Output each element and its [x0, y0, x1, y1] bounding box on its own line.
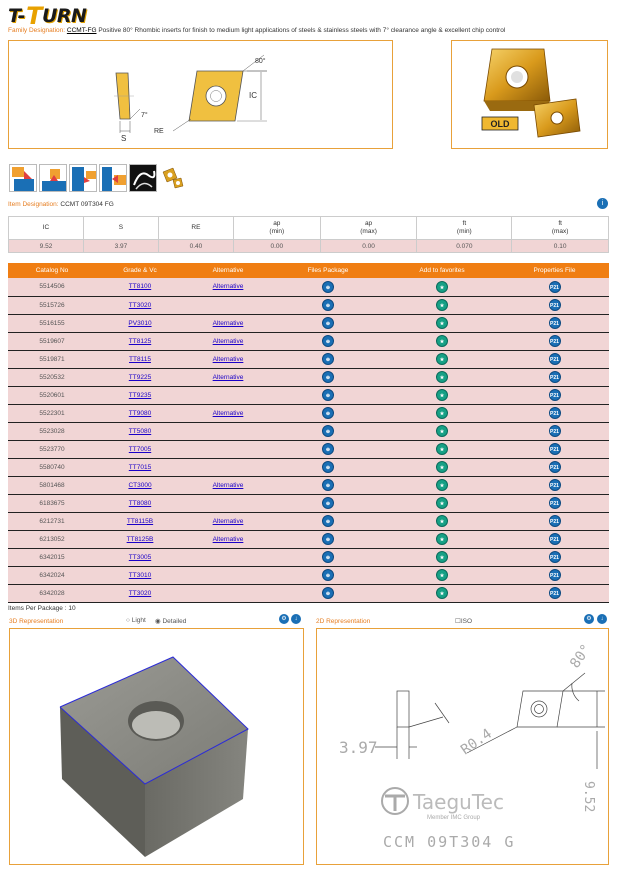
properties-cell [500, 476, 609, 494]
dim-header-re: RE [158, 217, 233, 240]
p21-file-icon[interactable]: P21 [549, 443, 561, 455]
grade-cell [96, 512, 184, 530]
dim-header-ap-min: ap (min) [233, 217, 320, 240]
rep2d-download-icon[interactable]: ↓ [597, 614, 607, 624]
grade-link[interactable]: CT3000 [128, 481, 152, 489]
dim-header-ic: IC [9, 217, 84, 240]
logo-prefix: T- [8, 5, 26, 27]
alternative-cell [184, 332, 272, 350]
p21-file-icon[interactable]: P21 [549, 587, 561, 599]
thumbnail-insert[interactable] [159, 164, 187, 192]
thumbnail-turning-3[interactable] [69, 164, 97, 192]
properties-cell [500, 422, 609, 440]
files-package-cell [272, 314, 384, 332]
favorites-cell [384, 332, 500, 350]
files-package-cell [272, 548, 384, 566]
properties-cell [500, 458, 609, 476]
files-package-icon[interactable]: ⊕ [322, 551, 334, 563]
properties-cell [500, 368, 609, 386]
favorites-cell [384, 368, 500, 386]
grade-cell [96, 494, 184, 512]
grade-cell [96, 548, 184, 566]
add-favorite-icon[interactable]: ★ [436, 551, 448, 563]
catalog-no: 6212731 [8, 512, 96, 530]
favorites-cell [384, 440, 500, 458]
catalog-no: 5522301 [8, 404, 96, 422]
grade-row [8, 566, 609, 584]
files-package-cell [272, 530, 384, 548]
properties-cell [500, 566, 609, 584]
add-favorite-icon[interactable]: ★ [436, 335, 448, 347]
dim-clearance: 7° [141, 112, 148, 119]
files-package-cell [272, 566, 384, 584]
dim-value-re: 0.40 [158, 240, 233, 253]
dim-ic: IC [249, 91, 257, 100]
grade-cell [96, 296, 184, 314]
grade-row [8, 368, 609, 386]
rep3d-download-icon[interactable]: ↓ [291, 614, 301, 624]
add-favorite-icon[interactable]: ★ [436, 353, 448, 365]
iso-checkbox[interactable]: ☐ISO [455, 618, 473, 625]
grade-row [8, 350, 609, 368]
header-properties-file: Properties File [500, 263, 609, 278]
catalog-no: 5514506 [8, 278, 96, 296]
grade-cell [96, 530, 184, 548]
insert-2d-drawing [317, 629, 610, 866]
dim-angle-2d: 80° [567, 641, 595, 672]
alternative-link[interactable]: Alternative [212, 535, 244, 543]
grade-cell [96, 458, 184, 476]
add-favorite-icon[interactable]: ★ [436, 389, 448, 401]
files-package-icon[interactable]: ⊕ [322, 515, 334, 527]
dim-header-ft-min: ft (min) [417, 217, 512, 240]
thumbnail-turning-2[interactable] [39, 164, 67, 192]
grade-link[interactable]: TT5080 [128, 427, 152, 435]
grade-link[interactable]: TT7005 [128, 445, 152, 453]
iso-label: ISO [460, 618, 473, 625]
catalog-no: 5520532 [8, 368, 96, 386]
files-package-icon[interactable]: ⊕ [322, 335, 334, 347]
grade-link[interactable]: TT3020 [128, 589, 152, 597]
favorites-cell [384, 296, 500, 314]
grades-header [8, 263, 609, 278]
alternative-cell [184, 314, 272, 332]
family-code-link[interactable]: CCMT-FG [66, 27, 97, 34]
technical-drawing-panel [8, 40, 393, 149]
item-designation [8, 201, 114, 208]
favorites-cell [384, 404, 500, 422]
grade-cell [96, 584, 184, 602]
items-per-package: Items Per Package : 10 [8, 605, 76, 612]
family-designation [8, 27, 505, 34]
grade-row [8, 332, 609, 350]
files-package-cell [272, 350, 384, 368]
grade-cell [96, 350, 184, 368]
item-label: Item Designation: [8, 201, 59, 208]
properties-cell [500, 296, 609, 314]
alternative-cell [184, 476, 272, 494]
info-icon[interactable]: i [597, 198, 608, 209]
grade-cell [96, 440, 184, 458]
catalog-no: 6183675 [8, 494, 96, 512]
p21-file-icon[interactable]: P21 [549, 371, 561, 383]
add-favorite-icon[interactable]: ★ [436, 281, 448, 293]
grade-link[interactable]: TT9225 [128, 373, 152, 381]
grade-link[interactable]: TT8115 [129, 355, 151, 363]
grade-link[interactable]: TT9235 [128, 391, 152, 399]
grade-link[interactable]: TT3010 [128, 571, 152, 579]
grade-row [8, 458, 609, 476]
catalog-no: 5520601 [8, 386, 96, 404]
alternative-cell [184, 386, 272, 404]
add-favorite-icon[interactable]: ★ [436, 515, 448, 527]
files-package-icon[interactable]: ⊕ [322, 461, 334, 473]
add-favorite-icon[interactable]: ★ [436, 299, 448, 311]
header-files-package: Files Package [272, 263, 384, 278]
add-favorite-icon[interactable]: ★ [436, 533, 448, 545]
files-package-icon[interactable]: ⊕ [322, 371, 334, 383]
alternative-link[interactable]: Alternative [212, 337, 244, 345]
p21-file-icon[interactable]: P21 [549, 569, 561, 581]
header-grade: Grade & Vc [96, 263, 184, 278]
files-package-icon[interactable]: ⊕ [322, 425, 334, 437]
family-description: Positive 80° Rhombic inserts for finish to medium light applications of steels & stainless steels with 7° clearance angle & excellent chip control [98, 27, 506, 34]
grade-row [8, 278, 609, 296]
favorites-cell [384, 566, 500, 584]
logo-suffix: URN [41, 5, 87, 27]
grade-cell [96, 386, 184, 404]
files-package-icon[interactable]: ⊕ [322, 353, 334, 365]
files-package-cell [272, 440, 384, 458]
dim-header-ap-max: ap (max) [320, 217, 417, 240]
files-package-icon[interactable]: ⊕ [322, 299, 334, 311]
files-package-icon[interactable]: ⊕ [322, 569, 334, 581]
properties-cell [500, 548, 609, 566]
properties-cell [500, 314, 609, 332]
files-package-icon[interactable]: ⊕ [322, 281, 334, 293]
alternative-cell [184, 566, 272, 584]
grade-cell [96, 332, 184, 350]
p21-file-icon[interactable]: P21 [549, 497, 561, 509]
rep2d-settings-icon[interactable]: ⚙ [584, 614, 594, 624]
favorites-cell [384, 458, 500, 476]
files-package-icon[interactable]: ⊕ [322, 533, 334, 545]
dim-header-ft-max: ft (max) [512, 217, 609, 240]
header-alternative: Alternative [184, 263, 272, 278]
p21-file-icon[interactable]: P21 [549, 389, 561, 401]
catalog-no: 5523028 [8, 422, 96, 440]
catalog-no: 5519871 [8, 350, 96, 368]
add-favorite-icon[interactable]: ★ [436, 479, 448, 491]
dim-value-ap-min: 0.00 [233, 240, 320, 253]
grade-link[interactable]: TT8080 [128, 499, 152, 507]
alternative-link[interactable]: Alternative [212, 409, 244, 417]
grade-link[interactable]: TT8125B [126, 535, 154, 543]
brand-subtitle: Member IMC Group [427, 815, 481, 821]
t-turn-logo [8, 2, 87, 30]
files-package-cell [272, 422, 384, 440]
grade-cell [96, 476, 184, 494]
favorites-cell [384, 494, 500, 512]
p21-file-icon[interactable]: P21 [549, 353, 561, 365]
favorites-cell [384, 278, 500, 296]
files-package-cell [272, 458, 384, 476]
grade-link[interactable]: TT8100 [128, 283, 152, 291]
dim-ic-2d: 9.52 [581, 781, 596, 813]
alternative-cell [184, 296, 272, 314]
files-package-icon[interactable]: ⊕ [322, 587, 334, 599]
dimensions-header [9, 217, 609, 240]
grade-row [8, 512, 609, 530]
add-favorite-icon[interactable]: ★ [436, 317, 448, 329]
files-package-cell [272, 494, 384, 512]
grade-row [8, 530, 609, 548]
files-package-icon[interactable]: ⊕ [322, 497, 334, 509]
dimensions-table [8, 216, 609, 253]
dim-radius: R0.4 [458, 725, 495, 759]
dim-re: RE [154, 128, 164, 135]
favorites-cell [384, 530, 500, 548]
grade-row [8, 386, 609, 404]
grade-row [8, 440, 609, 458]
p21-file-icon[interactable]: P21 [549, 551, 561, 563]
dim-thickness: 3.97 [339, 738, 378, 757]
grade-row [8, 476, 609, 494]
taegutec-logo [382, 788, 504, 821]
properties-cell [500, 332, 609, 350]
p21-file-icon[interactable]: P21 [549, 425, 561, 437]
technical-drawing [9, 41, 394, 150]
catalog-no: 5515726 [8, 296, 96, 314]
alternative-link[interactable]: Alternative [212, 481, 244, 489]
properties-cell [500, 440, 609, 458]
header-add-to-favorites: Add to favorites [384, 263, 500, 278]
alternative-cell [184, 494, 272, 512]
grade-link[interactable]: TT3020 [128, 301, 152, 309]
radio-light[interactable]: ○ Light [126, 617, 146, 624]
grade-row [8, 422, 609, 440]
files-package-icon[interactable]: ⊕ [322, 479, 334, 491]
p21-file-icon[interactable]: P21 [549, 407, 561, 419]
add-favorite-icon[interactable]: ★ [436, 371, 448, 383]
product-photo-panel [451, 40, 608, 149]
files-package-cell [272, 278, 384, 296]
grade-cell [96, 368, 184, 386]
files-package-icon[interactable]: ⊕ [322, 317, 334, 329]
grade-row [8, 494, 609, 512]
alternative-link[interactable]: Alternative [212, 319, 244, 327]
alternative-cell [184, 350, 272, 368]
favorites-cell [384, 422, 500, 440]
dim-value-ft-max: 0.10 [512, 240, 609, 253]
item-value: CCMT 09T304 FG [60, 201, 114, 208]
catalog-no: 5580740 [8, 458, 96, 476]
catalog-no: 6342028 [8, 584, 96, 602]
catalog-no: 5801468 [8, 476, 96, 494]
rep3d-viewer[interactable] [9, 628, 304, 865]
favorites-cell [384, 512, 500, 530]
grade-cell [96, 314, 184, 332]
radio-detailed[interactable]: ◉ Detailed [155, 618, 187, 625]
dim-value-ap-max: 0.00 [320, 240, 417, 253]
catalog-no: 6342024 [8, 566, 96, 584]
properties-cell [500, 530, 609, 548]
family-label: Family Designation: [8, 27, 66, 34]
dim-value-ic: 9.52 [9, 240, 84, 253]
p21-file-icon[interactable]: P21 [549, 281, 561, 293]
favorites-cell [384, 584, 500, 602]
favorites-cell [384, 350, 500, 368]
p21-file-icon[interactable]: P21 [549, 317, 561, 329]
thumbnail-chip-control[interactable] [129, 164, 157, 192]
alternative-cell [184, 278, 272, 296]
catalog-no: 6342015 [8, 548, 96, 566]
rep2d-label: 2D Representation [316, 618, 371, 625]
insert-3d-model [10, 629, 305, 866]
files-package-icon[interactable]: ⊕ [322, 443, 334, 455]
alternative-cell [184, 530, 272, 548]
grade-cell [96, 278, 184, 296]
dim-value-ft-min: 0.070 [417, 240, 512, 253]
grade-link[interactable]: TT8115B [126, 517, 154, 525]
properties-cell [500, 494, 609, 512]
files-package-cell [272, 512, 384, 530]
grade-row [8, 296, 609, 314]
rep3d-settings-icon[interactable]: ⚙ [279, 614, 289, 624]
grade-link[interactable]: TT8125 [128, 337, 152, 345]
files-package-cell [272, 296, 384, 314]
add-favorite-icon[interactable]: ★ [436, 497, 448, 509]
insert-photo [452, 41, 609, 150]
files-package-icon[interactable]: ⊕ [322, 407, 334, 419]
properties-cell [500, 386, 609, 404]
dim-value-s: 3.97 [83, 240, 158, 253]
add-favorite-icon[interactable]: ★ [436, 569, 448, 581]
grade-link[interactable]: PV3010 [128, 319, 152, 327]
grade-row [8, 584, 609, 602]
grade-link[interactable]: TT7015 [128, 463, 152, 471]
grade-row [8, 548, 609, 566]
catalog-no: 5516155 [8, 314, 96, 332]
old-badge: OLD [490, 119, 510, 129]
dim-s: S [121, 134, 127, 143]
catalog-no: 5523770 [8, 440, 96, 458]
add-favorite-icon[interactable]: ★ [436, 461, 448, 473]
files-package-cell [272, 404, 384, 422]
grade-cell [96, 566, 184, 584]
thumbnail-turning-1[interactable] [9, 164, 37, 192]
favorites-cell [384, 314, 500, 332]
add-favorite-icon[interactable]: ★ [436, 443, 448, 455]
files-package-cell [272, 386, 384, 404]
alternative-link[interactable]: Alternative [212, 283, 244, 291]
catalog-no: 5519607 [8, 332, 96, 350]
p21-file-icon[interactable]: P21 [549, 461, 561, 473]
designation-2d: CCM 09T304 G [383, 833, 516, 851]
add-favorite-icon[interactable]: ★ [436, 425, 448, 437]
favorites-cell [384, 548, 500, 566]
p21-file-icon[interactable]: P21 [549, 299, 561, 311]
files-package-cell [272, 584, 384, 602]
properties-cell [500, 350, 609, 368]
logo-letter: T [26, 2, 42, 30]
add-favorite-icon[interactable]: ★ [436, 407, 448, 419]
radio-light-label: Light [131, 617, 146, 624]
files-package-cell [272, 332, 384, 350]
grade-cell [96, 404, 184, 422]
favorites-cell [384, 476, 500, 494]
alternative-link[interactable]: Alternative [212, 517, 244, 525]
p21-file-icon[interactable]: P21 [549, 515, 561, 527]
grade-cell [96, 422, 184, 440]
catalog-no: 6213052 [8, 530, 96, 548]
brand-name: TaeguTec [413, 790, 504, 814]
alternative-link[interactable]: Alternative [212, 373, 244, 381]
rep3d-label: 3D Representation [9, 618, 64, 625]
p21-file-icon[interactable]: P21 [549, 479, 561, 491]
alternative-cell [184, 404, 272, 422]
alternative-cell [184, 458, 272, 476]
dim-angle: 80° [255, 58, 266, 65]
application-thumbnails [9, 164, 187, 192]
dim-header-s: S [83, 217, 158, 240]
grade-row [8, 314, 609, 332]
properties-cell [500, 512, 609, 530]
grade-link[interactable]: TT9080 [128, 409, 152, 417]
alternative-cell [184, 422, 272, 440]
p21-file-icon[interactable]: P21 [549, 533, 561, 545]
alternative-cell [184, 368, 272, 386]
favorites-cell [384, 386, 500, 404]
grade-link[interactable]: TT3005 [128, 553, 152, 561]
thumbnail-turning-4[interactable] [99, 164, 127, 192]
files-package-cell [272, 368, 384, 386]
grade-row [8, 404, 609, 422]
rep2d-viewer[interactable] [316, 628, 609, 865]
alternative-cell [184, 548, 272, 566]
files-package-cell [272, 476, 384, 494]
properties-cell [500, 584, 609, 602]
files-package-icon[interactable]: ⊕ [322, 389, 334, 401]
radio-detailed-label: Detailed [162, 618, 187, 625]
header-catalog-no: Catalog No [8, 263, 96, 278]
grades-table [8, 263, 609, 603]
p21-file-icon[interactable]: P21 [549, 335, 561, 347]
alternative-cell [184, 440, 272, 458]
alternative-cell [184, 584, 272, 602]
alternative-cell [184, 512, 272, 530]
properties-cell [500, 278, 609, 296]
alternative-link[interactable]: Alternative [212, 355, 244, 363]
properties-cell [500, 404, 609, 422]
dimensions-values [9, 240, 609, 253]
add-favorite-icon[interactable]: ★ [436, 587, 448, 599]
